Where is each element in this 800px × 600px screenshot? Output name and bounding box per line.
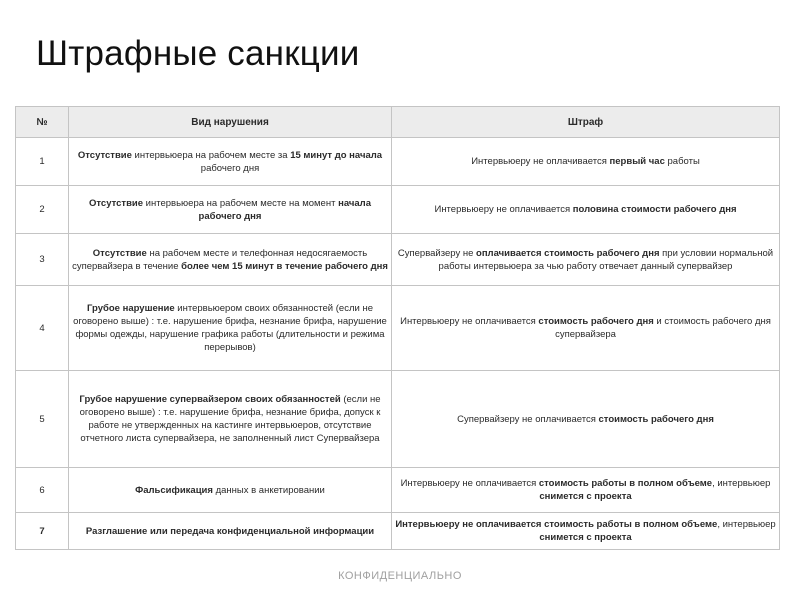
bold-text: стоимость рабочего дня	[538, 316, 654, 327]
text-segment: интервьюера на рабочем месте за	[131, 149, 291, 161]
text-segment: интервьюера на рабочем месте на момент	[143, 197, 339, 209]
table-row	[16, 513, 780, 550]
violation-cell	[69, 468, 392, 513]
text-segment: работы	[664, 156, 700, 167]
bold-text: Интервьюеру не оплачивается стоимость работы в полном объеме	[395, 519, 718, 530]
penalties-table	[15, 106, 780, 550]
table-row	[16, 468, 780, 513]
text-segment: рабочего дня	[200, 162, 260, 174]
violation-cell	[69, 186, 392, 234]
column-header-number: №	[16, 107, 69, 138]
text-segment: при условии нормальной работы интервьюера за чью работу отвечает данный супервайзер	[438, 247, 774, 272]
column-header-violation: Вид нарушения	[69, 107, 392, 138]
text-segment: Интервьюеру не оплачивается	[400, 316, 539, 327]
text-segment: данных в анкетировании	[212, 484, 325, 496]
violation-cell	[69, 286, 392, 371]
bold-text: Грубое нарушение	[87, 303, 175, 314]
row-number: 2	[16, 186, 69, 234]
bold-text: Отсутствие	[92, 247, 147, 259]
penalty-cell	[392, 371, 780, 468]
row-number: 7	[16, 513, 69, 550]
text-segment: на рабочем месте и телефонная недосягаемость супервайзера в течение	[72, 247, 368, 272]
bold-text: стоимость работы в полном объеме	[538, 478, 713, 489]
bold-text: Отсутствие	[77, 149, 132, 161]
text-segment: интервьюером своих обязанностей (если не оговорено выше) : т.е. нарушение брифа, незнание брифа, нарушение формы одежды, нарушение графика работы (длительности и режима перерывов)	[73, 303, 387, 353]
bold-text: первый час	[609, 156, 665, 167]
row-number: 1	[16, 138, 69, 186]
text-segment: Интервьюеру не оплачивается	[434, 204, 573, 215]
penalty-cell	[392, 286, 780, 371]
table-row	[16, 138, 780, 186]
slide-title: Штрафные санкции	[36, 34, 360, 73]
table-row	[16, 371, 780, 468]
text-segment: Интервьюеру не оплачивается	[471, 156, 610, 167]
bold-text: Фальсификация	[135, 484, 213, 496]
table-row	[16, 286, 780, 371]
column-header-penalty: Штраф	[392, 107, 780, 138]
violation-cell	[69, 513, 392, 550]
text-segment: Интервьюеру не оплачивается	[400, 478, 539, 489]
row-number: 4	[16, 286, 69, 371]
bold-text: Грубое нарушение супервайзером своих обязанностей	[79, 394, 341, 405]
text-segment: Супервайзеру не	[397, 247, 477, 259]
bold-text: половина стоимости рабочего дня	[572, 204, 737, 215]
violation-cell	[69, 138, 392, 186]
violation-cell	[69, 234, 392, 286]
bold-text: 15 минут до начала	[290, 149, 383, 161]
text-segment: , интервьюер	[717, 519, 776, 530]
confidential-footer: КОНФИДЕНЦИАЛЬНО	[338, 570, 462, 582]
text-segment: Супервайзеру не оплачивается	[457, 413, 599, 425]
row-number: 5	[16, 371, 69, 468]
table-header-row	[16, 107, 780, 138]
table-row	[16, 186, 780, 234]
bold-text: более чем 15 минут в течение рабочего дня	[181, 260, 388, 272]
text-segment: , интервьюер	[712, 478, 771, 489]
text-segment: и стоимость рабочего дня супервайзера	[555, 316, 771, 340]
bold-text: снимется с проекта	[539, 532, 632, 543]
bold-text: начала рабочего дня	[198, 197, 371, 222]
violation-cell	[69, 371, 392, 468]
penalty-cell	[392, 468, 780, 513]
row-number: 3	[16, 234, 69, 286]
text-segment: (если не оговорено выше) : т.е. нарушение брифа, незнание брифа, допуск к работе не утвержденных на кастинге интервьюеров, отсутствие отчетного листа супервайзера, не заполненный лист Супервайзера	[79, 394, 381, 444]
bold-text: Разглашение или передача конфиденциальной информации	[85, 525, 375, 537]
penalty-cell	[392, 513, 780, 550]
bold-text: оплачивается стоимость рабочего дня	[476, 247, 660, 259]
bold-text: снимется с проекта	[539, 491, 632, 502]
table-row	[16, 234, 780, 286]
penalty-cell	[392, 186, 780, 234]
bold-text: Отсутствие	[89, 197, 144, 209]
row-number: 6	[16, 468, 69, 513]
penalty-cell	[392, 138, 780, 186]
penalty-cell	[392, 234, 780, 286]
bold-text: стоимость рабочего дня	[598, 413, 714, 425]
